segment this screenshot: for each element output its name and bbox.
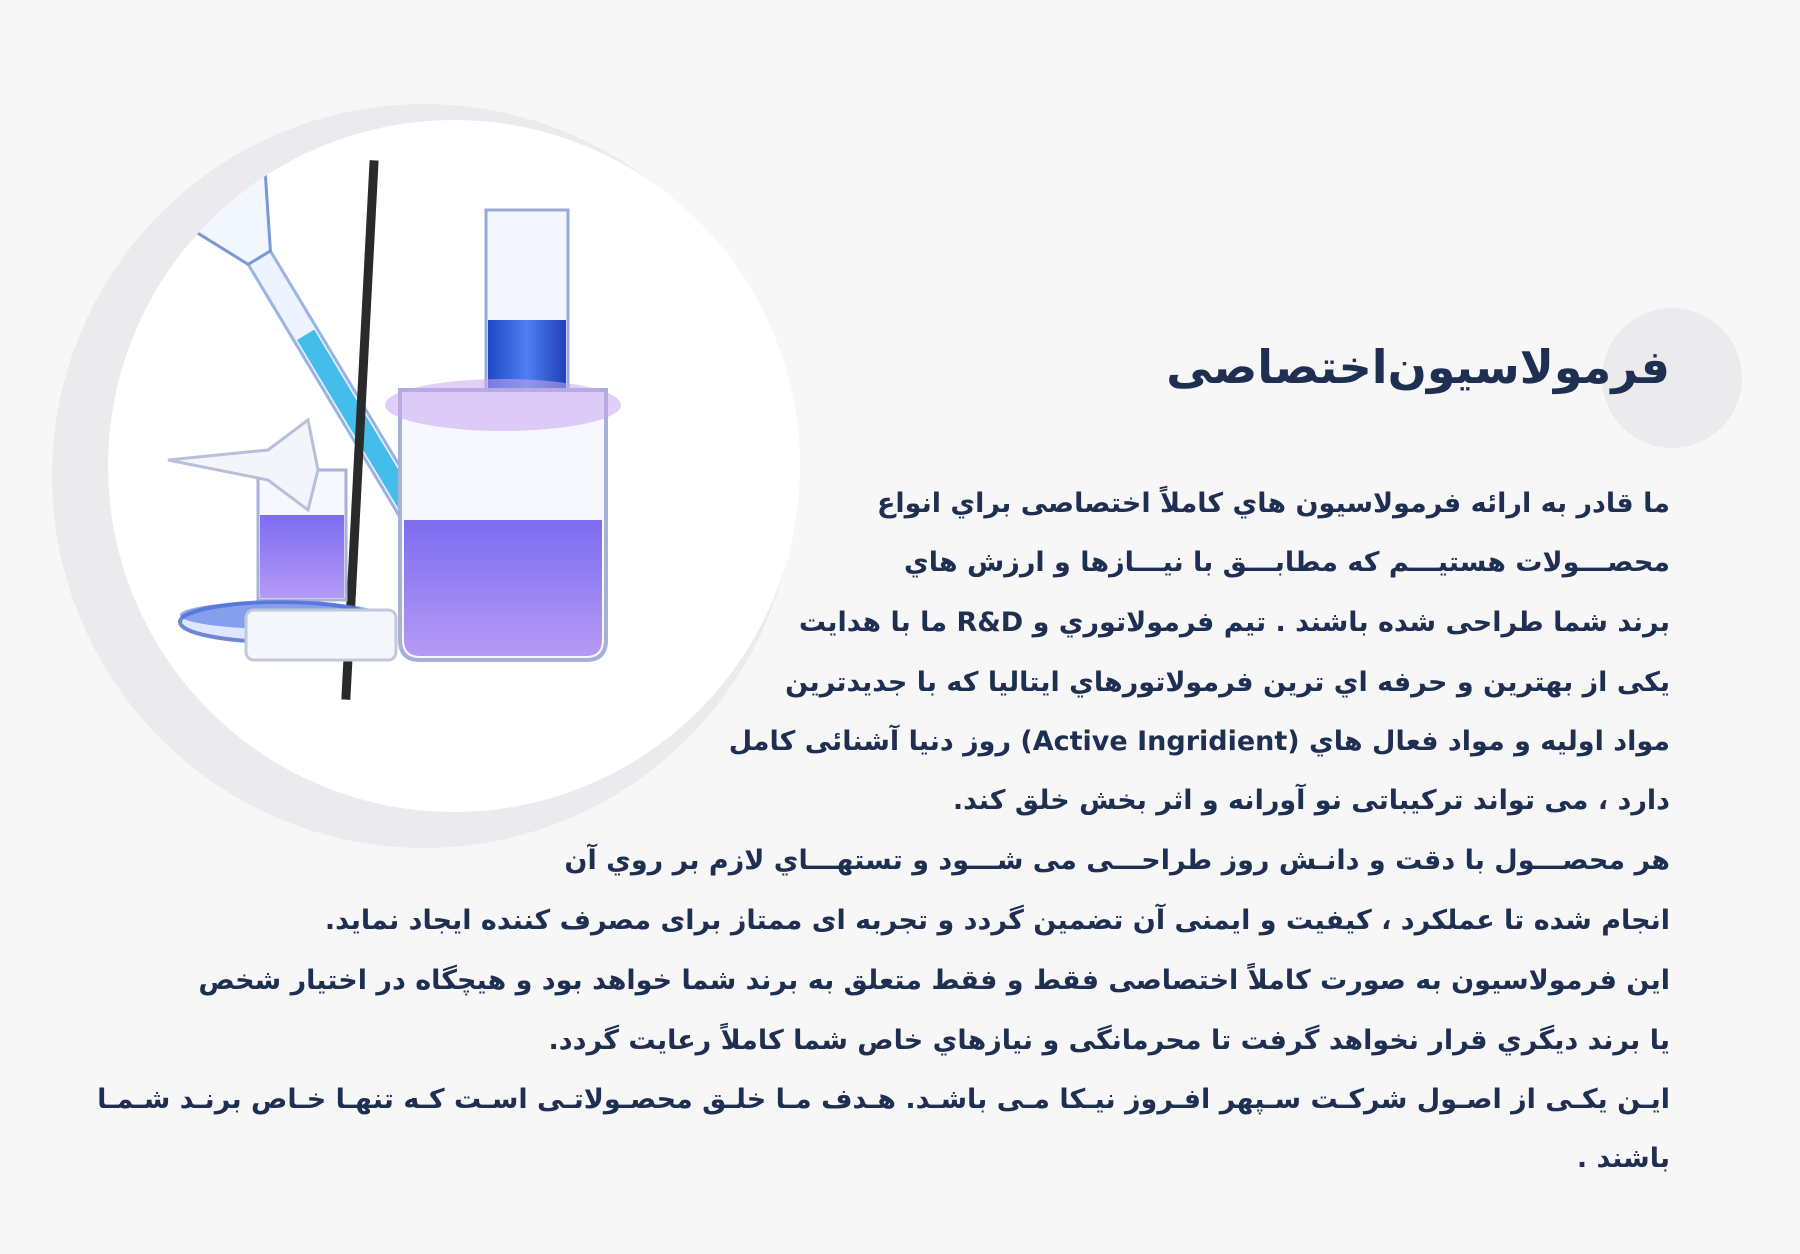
paragraph-line: انجام شده تا عملکرد ، کیفیت و ایمنی آن تضمین گردد و تجربه ای ممتاز برای مصرف کننده ایجاد نماید. xyxy=(324,905,1670,936)
paragraph-line: ما قادر به ارائه فرمولاسیون هاي کاملاً اختصاصی براي انواع xyxy=(876,488,1670,519)
lab-glassware-image xyxy=(108,120,800,812)
laboratory-glassware-icon xyxy=(108,120,800,812)
page-title: فرمولاسیون‌اختصاصی xyxy=(1166,340,1670,394)
paragraph-line: هر محصـــول با دقت و دانـش روز طراحـــی می شـــود و تستهـــاي لازم بر روي آن xyxy=(564,845,1670,876)
paragraph-line: یا برند دیگري قرار نخواهد گرفت تا محرمانگی و نیازهاي خاص شما کاملاً رعایت گردد. xyxy=(548,1025,1670,1056)
paragraph-line: محصـــولات هستیـــم که مطابـــق با نیـــازها و ارزش هاي xyxy=(904,547,1670,578)
paragraph-line: باشند . xyxy=(1576,1143,1670,1174)
paragraph-line: ایـن یکـی از اصـول شرکـت سـپهر افـروز نیـکا مـی باشـد. هـدف مـا خلـق محصـولاتـی اسـت کـه تنهـا خـاص برنـد شـمـا xyxy=(97,1084,1670,1115)
paragraph-line: یکی از بهترین و حرفه اي ترین فرمولاتورهاي ایتالیا که با جدیدترین xyxy=(785,667,1670,698)
paragraph-line: مواد اولیه و مواد فعال هاي (Active Ingridient) روز دنیا آشنائی کامل xyxy=(728,726,1670,757)
paragraph-line: این فرمولاسیون به صورت کاملاً اختصاصی فقط و فقط متعلق به برند شما خواهد بود و هیچگاه در اختیار شخص xyxy=(198,965,1670,996)
paragraph-line: برند شما طراحی شده باشند . تیم فرمولاتوري و R&D ما با هدایت xyxy=(798,607,1670,638)
paragraph-line: دارد ، می تواند ترکیباتی نو آورانه و اثر بخش خلق کند. xyxy=(952,785,1670,816)
